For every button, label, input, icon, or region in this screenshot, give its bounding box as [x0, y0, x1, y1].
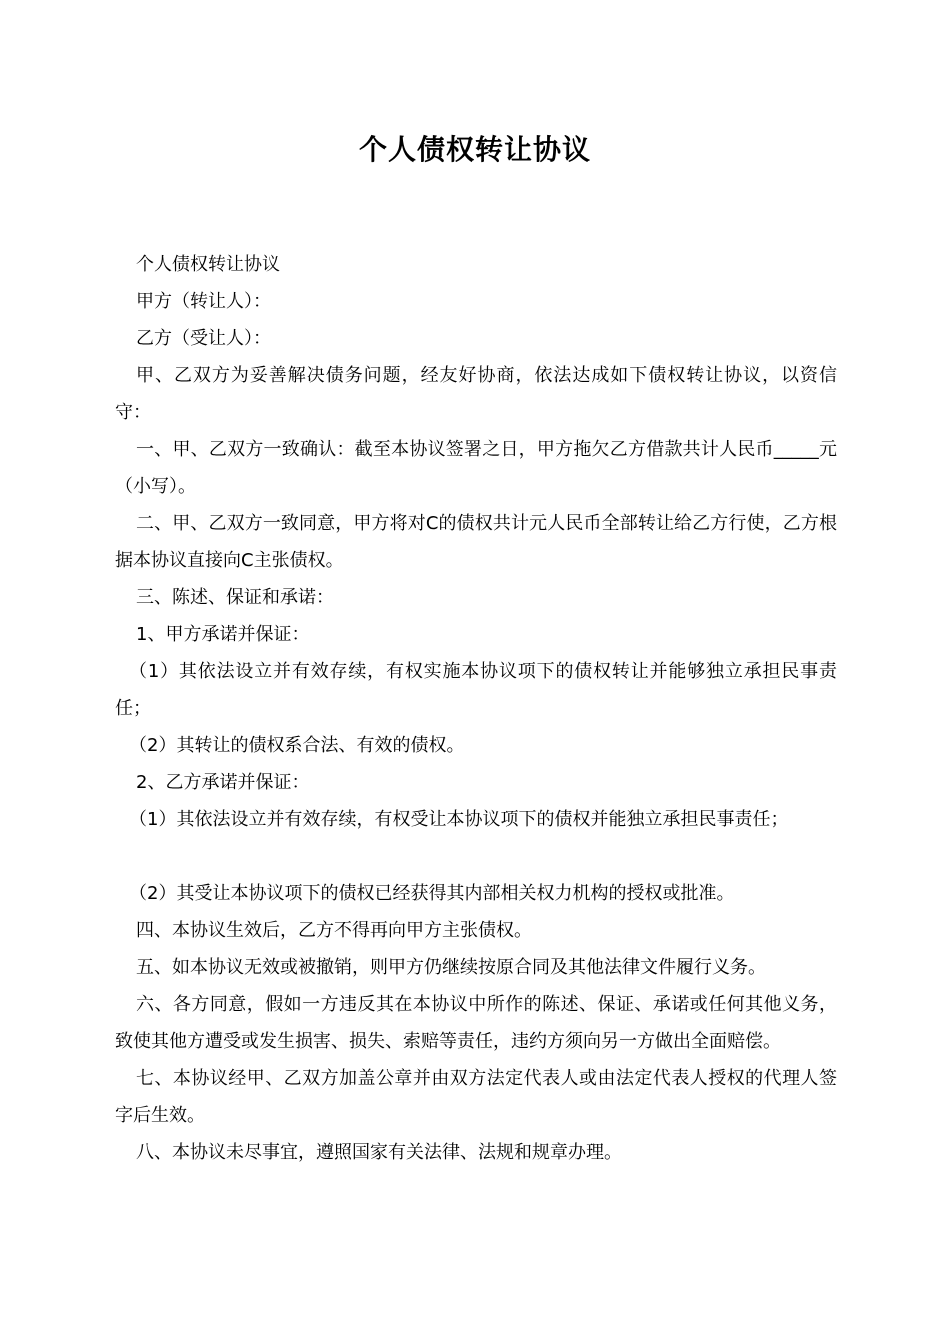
paragraph-clause-3-1: 1、甲方承诺并保证： [136, 624, 310, 645]
document-title: 个人债权转让协议 [358, 133, 591, 166]
paragraph-clause-2: 二、甲、乙双方一致同意，甲方将对C的债权共计元人民币全部转让给乙方行使，乙方根据本协议直接向C主张债权。 [115, 513, 837, 571]
paragraph-clause-6: 六、各方同意，假如一方违反其在本协议中所作的陈述、保证、承诺或任何其他义务，致使其他方遭受或发生损害、损失、索赔等责任，违约方须向另一方做出全面赔偿。 [115, 994, 837, 1052]
blank-line [115, 838, 837, 875]
paragraph-clause-3-1-b: （2）其转让的债权系合法、有效的债权。 [129, 735, 465, 756]
paragraph-clause-1: 一、甲、乙双方一致确认：截至本协议签署之日，甲方拖欠乙方借款共计人民币_____元（小写）。 [115, 439, 837, 497]
paragraph-party-a: 甲方（转让人）： [136, 291, 271, 312]
document-body [115, 246, 837, 1171]
paragraph-clause-7: 七、本协议经甲、乙双方加盖公章并由双方法定代表人或由法定代表人授权的代理人签字后生效。 [115, 1068, 837, 1126]
paragraph-clause-3: 三、陈述、保证和承诺： [136, 587, 334, 608]
paragraph-clause-5: 五、如本协议无效或被撤销，则甲方仍继续按原合同及其他法律文件履行义务。 [136, 957, 766, 978]
paragraph-clause-3-2: 2、乙方承诺并保证： [136, 772, 310, 793]
paragraph-party-b: 乙方（受让人）： [136, 328, 271, 349]
paragraph-clause-4: 四、本协议生效后，乙方不得再向甲方主张债权。 [136, 920, 532, 941]
paragraph-heading: 个人债权转让协议 [136, 254, 280, 275]
paragraph-clause-3-1-a: （1）其依法设立并有效存续，有权实施本协议项下的债权转让并能够独立承担民事责任； [115, 661, 837, 719]
paragraph-clause-3-2-b: （2）其受让本协议项下的债权已经获得其内部相关权力机构的授权或批准。 [129, 883, 735, 904]
paragraph-clause-3-2-a: （1）其依法设立并有效存续，有权受让本协议项下的债权并能独立承担民事责任； [129, 809, 789, 830]
paragraph-preamble: 甲、乙双方为妥善解决债务问题，经友好协商，依法达成如下债权转让协议，以资信守： [115, 365, 837, 423]
paragraph-clause-8: 八、本协议未尽事宜，遵照国家有关法律、法规和规章办理。 [136, 1142, 622, 1163]
